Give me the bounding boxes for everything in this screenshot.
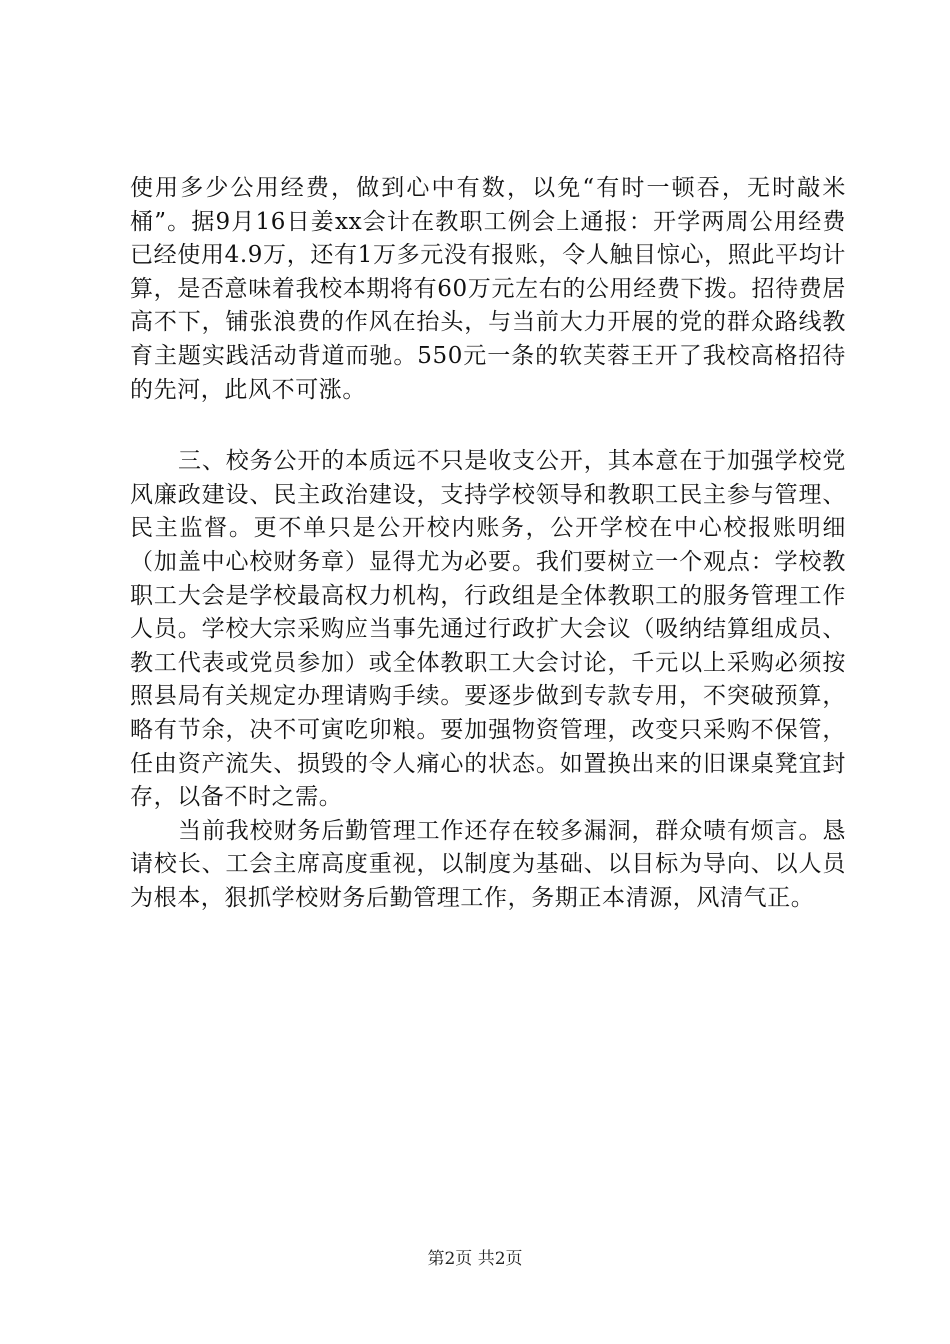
paragraph-1: 使用多少公用经费，做到心中有数，以免“有时一顿吞，无时敲米桶”。据9月16日姜xx会计在教职工例会上通报：开学两周公用经费已经使用4.9万，还有1万多元没有报账，令人触目惊心，照此平均计算，是否意味着我校本期将有60万元左右的公用经费下拨。招待费居高不下，铺张浪费的作风在抬头，与当前大力开展的党的群众路线教育主题实践活动背道而驰。550元一条的软芙蓉王开了我校高格招待的先河，此风不可涨。 [130, 175, 846, 403]
document-body [130, 172, 846, 915]
page-number: 第2页 共2页 [427, 1249, 523, 1269]
paragraph-2: 三、校务公开的本质远不只是收支公开，其本意在于加强学校党风廉政建设、民主政治建设，支持学校领导和教职工民主参与管理、民主监督。更不单只是公开校内账务，公开学校在中心校报账明细（加盖中心校财务章）显得尤为必要。我们要树立一个观点：学校教职工大会是学校最高权力机构，行政组是全体教职工的服务管理工作人员。学校大宗采购应当事先通过行政扩大会议（吸纳结算组成员、教工代表或党员参加）或全体教职工大会讨论，千元以上采购必须按照县局有关规定办理请购手续。要逐步做到专款专用，不突破预算，略有节余，决不可寅吃卯粮。要加强物资管理，改变只采购不保管，任由资产流失、损毁的令人痛心的状态。如置换出来的旧课桌凳宜封存，以备不时之需。 [130, 448, 846, 811]
paragraph-3: 当前我校财务后勤管理工作还存在较多漏洞，群众啧有烦言。恳请校长、工会主席高度重视，以制度为基础、以目标为导向、以人员为根本，狠抓学校财务后勤管理工作，务期正本清源，风清气正。 [130, 817, 846, 911]
paragraph-gap [130, 407, 846, 445]
